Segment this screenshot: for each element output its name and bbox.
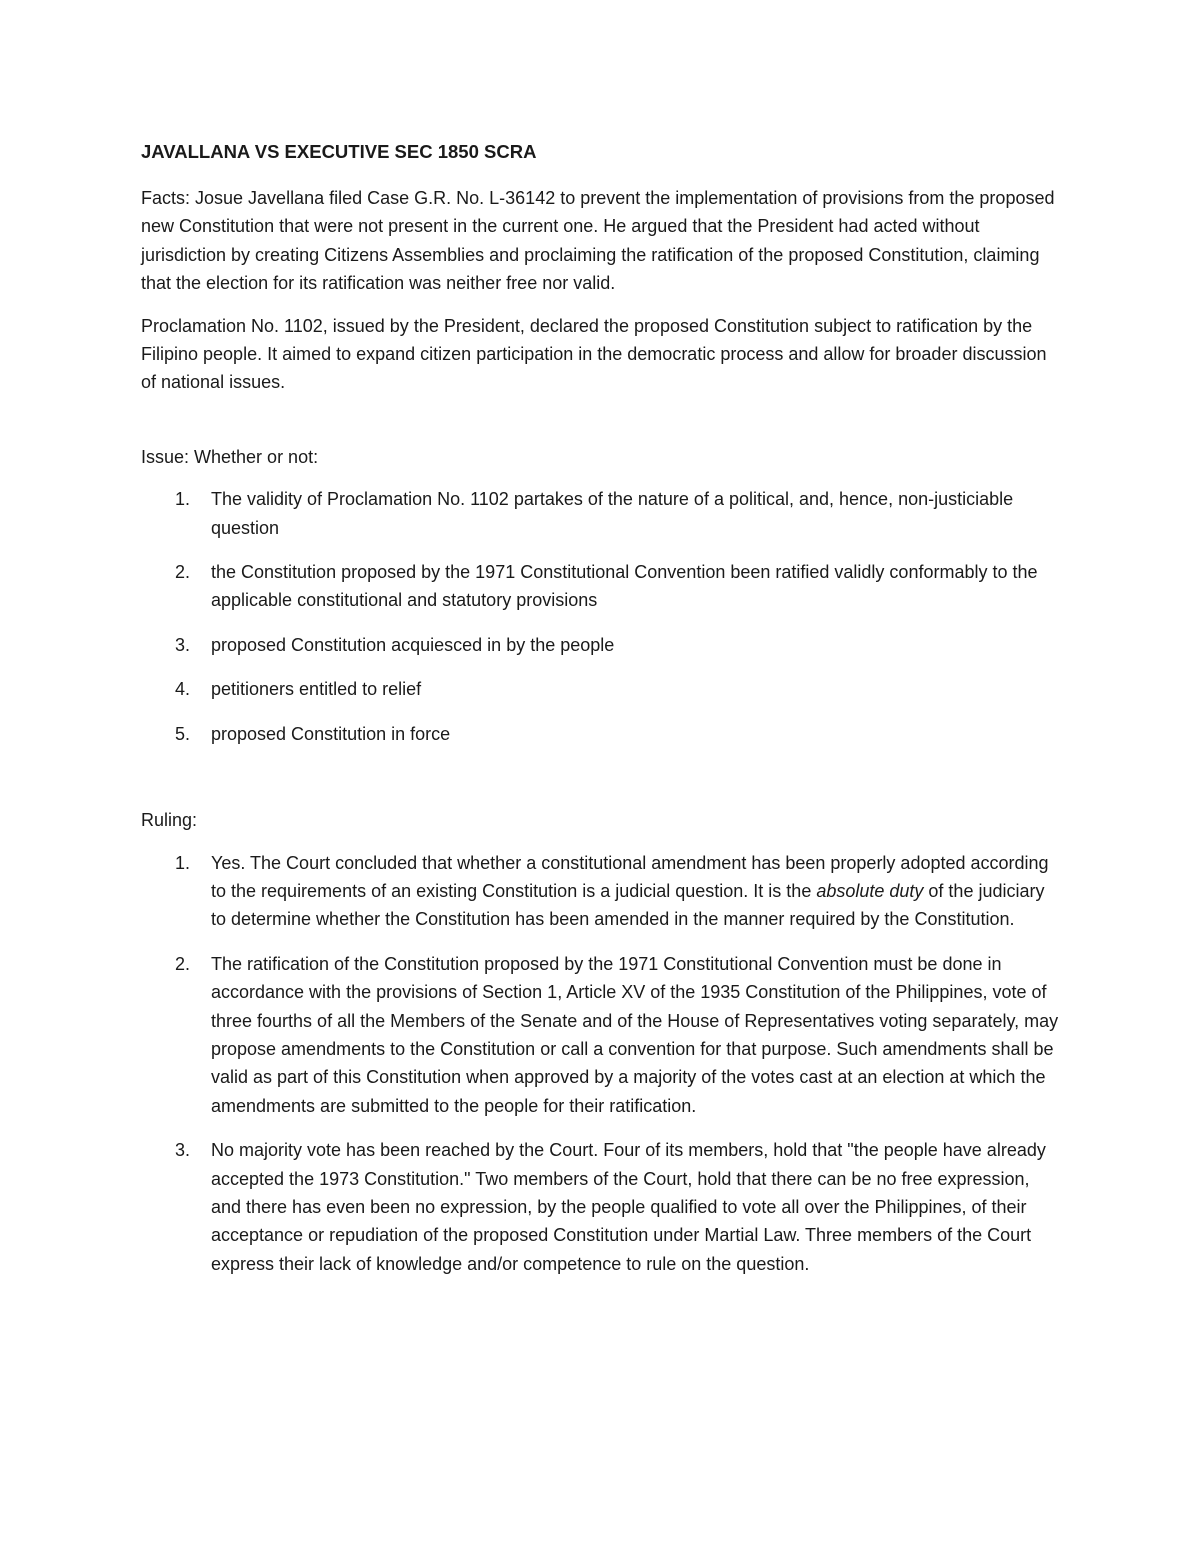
list-item-text: The ratification of the Constitution proposed by the 1971 Constitutional Convention must be done in accordance with the provisions of Section 1, Article XV of the 1935 Constitution of the Philippines, vote of three fourths of all the Members of the Senate and of the House of Representatives voting separately, may propose amendments to the Constitution or call a convention for that purpose. Such amendments shall be valid as part of this Constitution when approved by a majority of the votes cast at an election at which the amendments are submitted to the people for their ratification. — [211, 953, 1059, 1116]
list-number: 2. — [175, 953, 191, 974]
list-item — [141, 950, 1061, 1120]
document-title: JAVALLANA VS EXECUTIVE SEC 1850 SCRA — [141, 141, 537, 162]
ruling-label: Ruling: — [141, 810, 198, 831]
ruling-emphasis: absolute duty — [816, 880, 924, 901]
list-number: 2. — [175, 562, 191, 583]
facts-paragraph: Facts: Josue Javellana filed Case G.R. No. L-36142 to prevent the implementation of provisions from the proposed new Constitution that were not present in the current one. He argued that the President had acted without jurisdiction by creating Citizens Assemblies and proclaiming the ratification of the proposed Constitution, claiming that the election for its ratification was neither free nor valid. — [141, 188, 1055, 294]
blank-line — [141, 764, 1061, 806]
list-item — [141, 849, 1061, 934]
list-item — [141, 558, 1061, 615]
list-item — [141, 720, 1061, 748]
list-number: 4. — [175, 679, 191, 700]
list-number: 3. — [175, 634, 191, 655]
list-item — [141, 631, 1061, 659]
list-number: 1. — [175, 489, 191, 510]
list-number: 1. — [175, 852, 191, 873]
list-item — [141, 485, 1061, 542]
list-item-text: No majority vote has been reached by the Court. Four of its members, hold that "the people have already accepted the 1973 Constitution." Two members of the Court, hold that there can be no free expression, and there has even been no expression, by the people qualified to vote all over the Philippines, of their acceptance or repudiation of the proposed Constitution under Martial Law. Three members of the Court express their lack of knowledge and/or competence to rule on the question. — [211, 1140, 1046, 1274]
document-page — [141, 138, 1061, 1294]
list-item-text: proposed Constitution in force — [211, 723, 451, 744]
list-number: 5. — [175, 723, 191, 744]
list-item-text: The validity of Proclamation No. 1102 partakes of the nature of a political, and, hence, non-justiciable question — [211, 489, 1014, 538]
proclamation-paragraph: Proclamation No. 1102, issued by the President, declared the proposed Constitution subject to ratification by the Filipino people. It aimed to expand citizen participation in the democratic process and allow for broader discussion of national issues. — [141, 315, 1047, 393]
list-number: 3. — [175, 1140, 191, 1161]
list-item — [141, 675, 1061, 703]
list-item — [141, 1136, 1061, 1278]
list-item-text: petitioners entitled to relief — [211, 679, 422, 700]
list-item-text: the Constitution proposed by the 1971 Constitutional Convention been ratified validly conformably to the applicable constitutional and statutory provisions — [211, 562, 1038, 611]
list-item-text: proposed Constitution acquiesced in by the people — [211, 634, 615, 655]
issue-label: Issue: Whether or not: — [141, 446, 319, 467]
issues-list — [141, 485, 1061, 748]
ruling-text-before: Yes. The Court concluded that whether a constitutional amendment has been properly adopted according to the requirements of an existing Constitution is a judicial question. It is the — [211, 852, 1049, 901]
ruling-text-after: of the judiciary to determine whether the Constitution has been amended in the manner required by the Constitution. — [211, 880, 1045, 930]
blank-line — [141, 411, 1061, 443]
list-item-text — [211, 853, 1049, 930]
rulings-list — [141, 849, 1061, 1279]
